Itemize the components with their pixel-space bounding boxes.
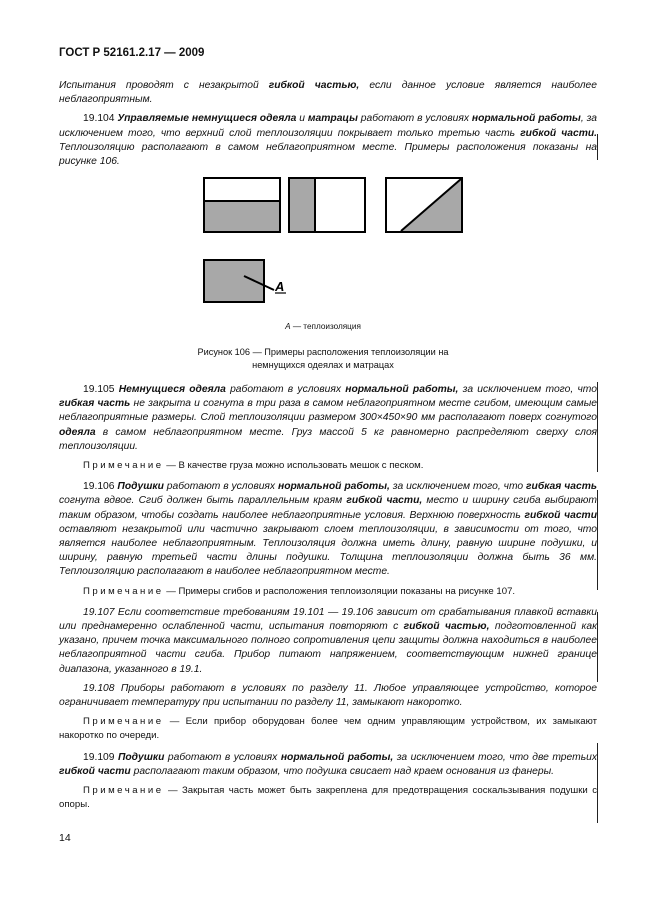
marker-a: A: [275, 279, 285, 294]
page-number: 14: [59, 832, 71, 844]
paragraph-19-109: 19.109 Подушки работают в условиях нормальной работы, за исключением того, что две третьих гибкой части располагают таким образом, что подушка свисает над краем основания из фанеры.: [59, 751, 597, 777]
figure-legend: А — теплоизоляция: [285, 322, 361, 331]
example-full: [204, 260, 274, 302]
revision-bar: [597, 382, 598, 472]
document-header: ГОСТ Р 52161.2.17 — 2009: [59, 47, 205, 59]
revision-bar: [597, 743, 598, 823]
paragraph-intro: Испытания проводят с незакрытой гибкой частью, если данное условие является наиболее неблагоприятным.: [59, 80, 597, 106]
note-19-105: Примечание — В качестве груза можно использовать мешок с песком.: [83, 460, 424, 472]
figure-106: [0, 176, 646, 376]
paragraph-19-105: 19.105 Немнущиеся одеяла работают в условиях нормальной работы, за исключением того, что гибкая часть не закрыта и согнута в три раза в самом неблагоприятном месте сгибом, имеющим самые неблагоприятные размеры. Слой теплоизоляции размером 300×450×90 мм располагают поверх согнутого одеяла в самом неблагоприятном месте. Груз массой 5 кг равномерно распределяют сверху слоя теплоизоляции.: [59, 384, 597, 452]
example-top-half: [204, 178, 280, 232]
paragraph-19-106: 19.106 Подушки работают в условиях нормальной работы, за исключением того, что гибкая часть согнута вдвое. Сгиб должен быть параллельным краям гибкой части, место и ширину сгиба выбирают таким образом, чтобы создать наиболее неблагоприятные условия. Верхнюю поверхность гибкой части оставляют незакрытой или частично закрывают слоем теплоизоляции, в зависимости от того, что является наиболее неблагоприятным. Теплоизоляция должна иметь длину, равную ширине подушки, и ширину, равную третьей части длины подушки. Толщина теплоизоляции должна быть 36 мм. Теплоизоляцию располагают в наиболее неблагоприятном месте.: [59, 481, 597, 578]
paragraph-19-108: 19.108 Приборы работают в условиях по разделу 11. Любое управляющее устройство, которое ограничивает температуру при испытании по разделу 11, замыкают накоротко.: [59, 682, 597, 709]
text-block-top: [59, 79, 597, 174]
example-left-third: [289, 178, 365, 232]
note-19-109: Примечание — Закрытая часть может быть закреплена для предотвращения соскальзывания подушки с опоры.: [59, 785, 597, 811]
paragraph-19-104: 19.104 Управляемые немнущиеся одеяла и матрацы работают в условиях нормальной работы, за исключением того, что верхний слой теплоизоляции покрывает только третью часть гибкой части. Теплоизоляцию располагают в самом неблагоприятном месте. Примеры расположения показаны на рисунке 106.: [59, 113, 598, 168]
figure-caption: Рисунок 106 — Примеры расположения теплоизоляции на немнущихся одеялах и матрацах: [197, 347, 449, 370]
revision-bar: [597, 490, 598, 590]
example-diagonal: [386, 178, 462, 232]
paragraph-19-107: 19.107 Если соответствие требованиям 19.101 — 19.106 зависит от срабатывания плавкой вставки или преднамеренно ослабленной части, испытания повторяют с гибкой частью, подготовленной как указано, причем точка максимального полного сопротивления цепи защиты должна находиться в наиболее неблагоприятной части сгиба. Прибор питают напряжением, соответствующим нижней границе диапазона, указанного в 19.1.: [59, 606, 597, 675]
revision-bar: [597, 612, 598, 682]
note-19-106: Примечание — Примеры сгибов и расположения теплоизоляции показаны на рисунке 107.: [83, 585, 516, 597]
revision-bar: [597, 134, 598, 160]
note-19-108: Примечание — Если прибор оборудован более чем одним управляющим устройством, их замыкают накоротко по очереди.: [59, 716, 597, 742]
text-block-bottom: [59, 383, 597, 819]
